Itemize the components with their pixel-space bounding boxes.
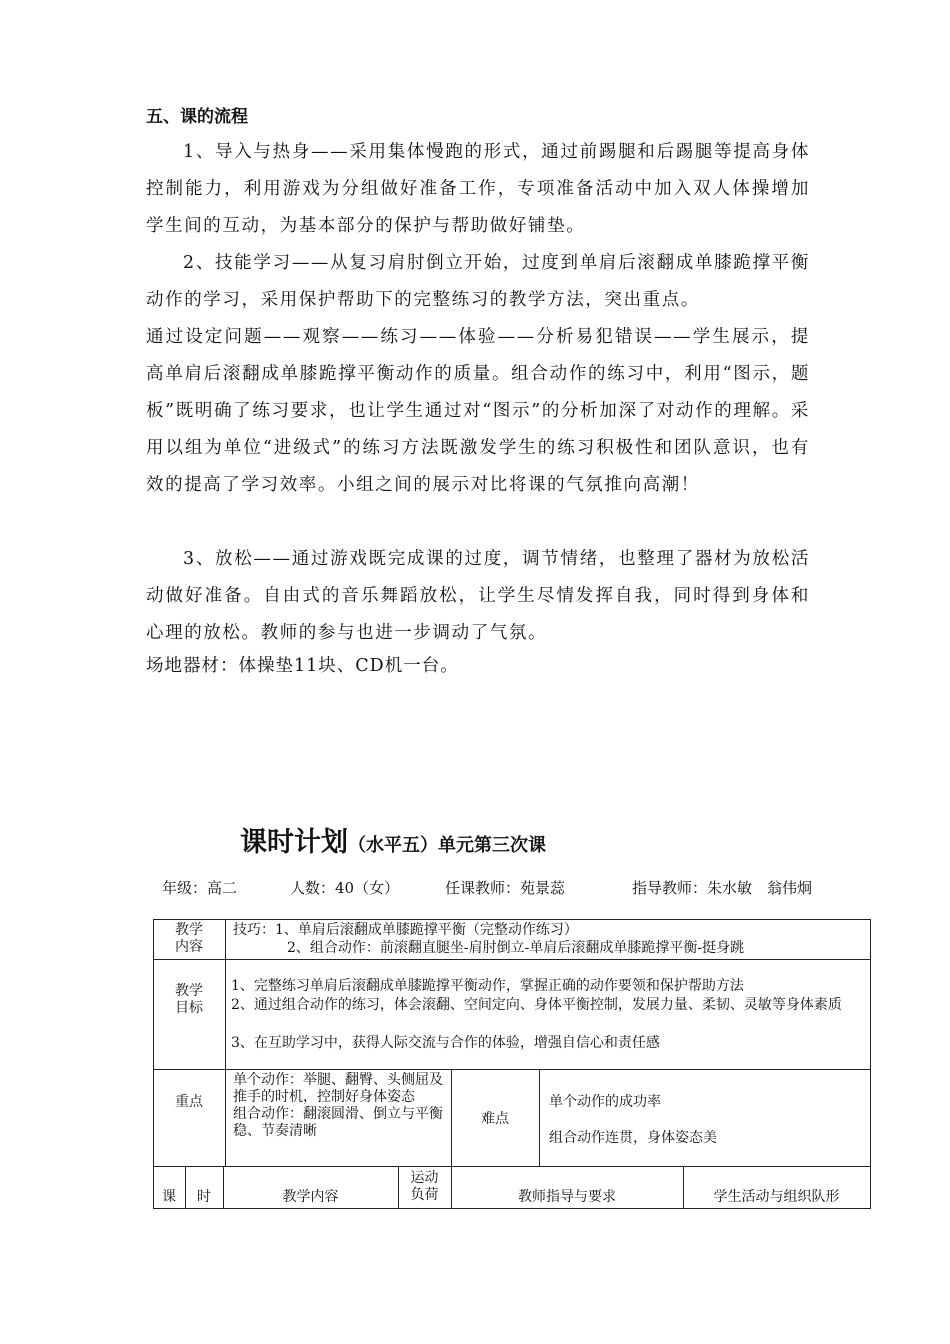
info-count: 人数：40（女） [290, 879, 400, 897]
row-label-content: 教学 内容 [175, 922, 203, 955]
plan-title-rest: 单元第三次课 [438, 835, 546, 856]
paragraph-skill [146, 245, 810, 504]
lesson-plan-table [153, 919, 871, 1209]
table-border [153, 959, 871, 960]
goal-line-3: 3、在互助学习中，获得人际交流与合作的体验，增强自信心和责任感 [231, 1035, 660, 1051]
paragraph-skill-line-2: 通过设定问题——观察——练习——体验——分析易犯错误——学生展示，提高单肩后滚翻成单膝跪撑平衡动作的质量。组合动作的练习中，利用“图示，题板”既明确了练习要求，也让学生通过对“图示”的分析加深了对动作的理解。采用以组为单位“进级式”的练习方法既激发学生的练习积极性和团队意识，也有效的提高了学习效率。小组之间的展示对比将课的气氛推向高潮！ [146, 327, 810, 495]
header-ke: 课 [162, 1189, 176, 1205]
venue-equipment: 场地器材：体操垫11块、CD机一台。 [146, 656, 459, 676]
plan-title [240, 820, 546, 859]
paragraph-skill-line-1: 2、技能学习——从复习肩肘倒立开始，过度到单肩后滚翻成单膝跪撑平衡动作的学习，采用保护帮助下的完整练习的教学方法，突出重点。 [146, 253, 810, 310]
table-border [153, 919, 871, 920]
table-border [153, 1166, 871, 1167]
plan-title-main: 课时计划 [240, 827, 348, 858]
plan-title-paren: （水平五） [348, 835, 438, 856]
header-student-activity: 学生活动与组织队形 [713, 1189, 840, 1205]
row-label-goal: 教学 目标 [175, 983, 203, 1016]
section-title: 五、课的流程 [146, 107, 248, 127]
table-border [153, 1208, 871, 1209]
row-label-key: 重点 [175, 1094, 203, 1110]
content-line-1: 技巧：1、单肩后滚翻成单膝跪撑平衡（完整动作练习） [233, 922, 578, 938]
info-guide: 指导教师：朱水敏 翁伟炯 [632, 879, 813, 897]
info-teacher: 任课教师：苑景蕊 [445, 879, 566, 897]
table-border [539, 1069, 540, 1167]
header-content: 教学内容 [282, 1189, 339, 1205]
header-shi: 时 [197, 1189, 211, 1205]
content-line-2: 2、组合动作：前滚翻直腿坐-肩肘倒立-单肩后滚翻成单膝跪撑平衡-挺身跳 [287, 940, 745, 956]
header-teacher-guidance: 教师指导与要求 [518, 1189, 616, 1205]
goal-line-2: 2、通过组合动作的练习，体会滚翻、空间定向、身体平衡控制，发展力量、柔韧、灵敏等身体素质 [231, 997, 842, 1013]
table-border [870, 919, 871, 1209]
table-border [153, 919, 154, 1209]
header-load: 运动 负荷 [410, 1170, 439, 1203]
difficulty-line-1: 单个动作的成功率 [549, 1094, 661, 1110]
difficulty-line-2: 组合动作连贯，身体姿态美 [549, 1130, 717, 1146]
paragraph-warmup: 1、导入与热身——采用集体慢跑的形式，通过前踢腿和后踢腿等提高身体控制能力，利用游戏为分组做好准备工作，专项准备活动中加入双人体操增加学生间的互动，为基本部分的保护与帮助做好铺垫。 [146, 142, 810, 236]
paragraph-relax: 3、放松——通过游戏既完成课的过度，调节情绪，也整理了器材为放松活动做好准备。自由式的音乐舞蹈放松，让学生尽情发挥自我，同时得到身体和心理的放松。教师的参与也进一步调动了气氛。 [146, 549, 810, 643]
info-grade: 年级：高二 [162, 879, 238, 897]
goal-line-1: 1、完整练习单肩后滚翻成单膝跪撑平衡动作，掌握正确的动作要领和保护帮助方法 [231, 978, 744, 994]
row-label-difficulty: 难点 [481, 1111, 509, 1127]
table-border [153, 1069, 871, 1070]
table-border [225, 919, 226, 1167]
key-points: 单个动作：举腿、翻臀、头侧屈及推手的时机，控制好身体姿态 组合动作：翻滚圆滑、倒立与平衡稳、节奏清晰 [233, 1072, 443, 1139]
